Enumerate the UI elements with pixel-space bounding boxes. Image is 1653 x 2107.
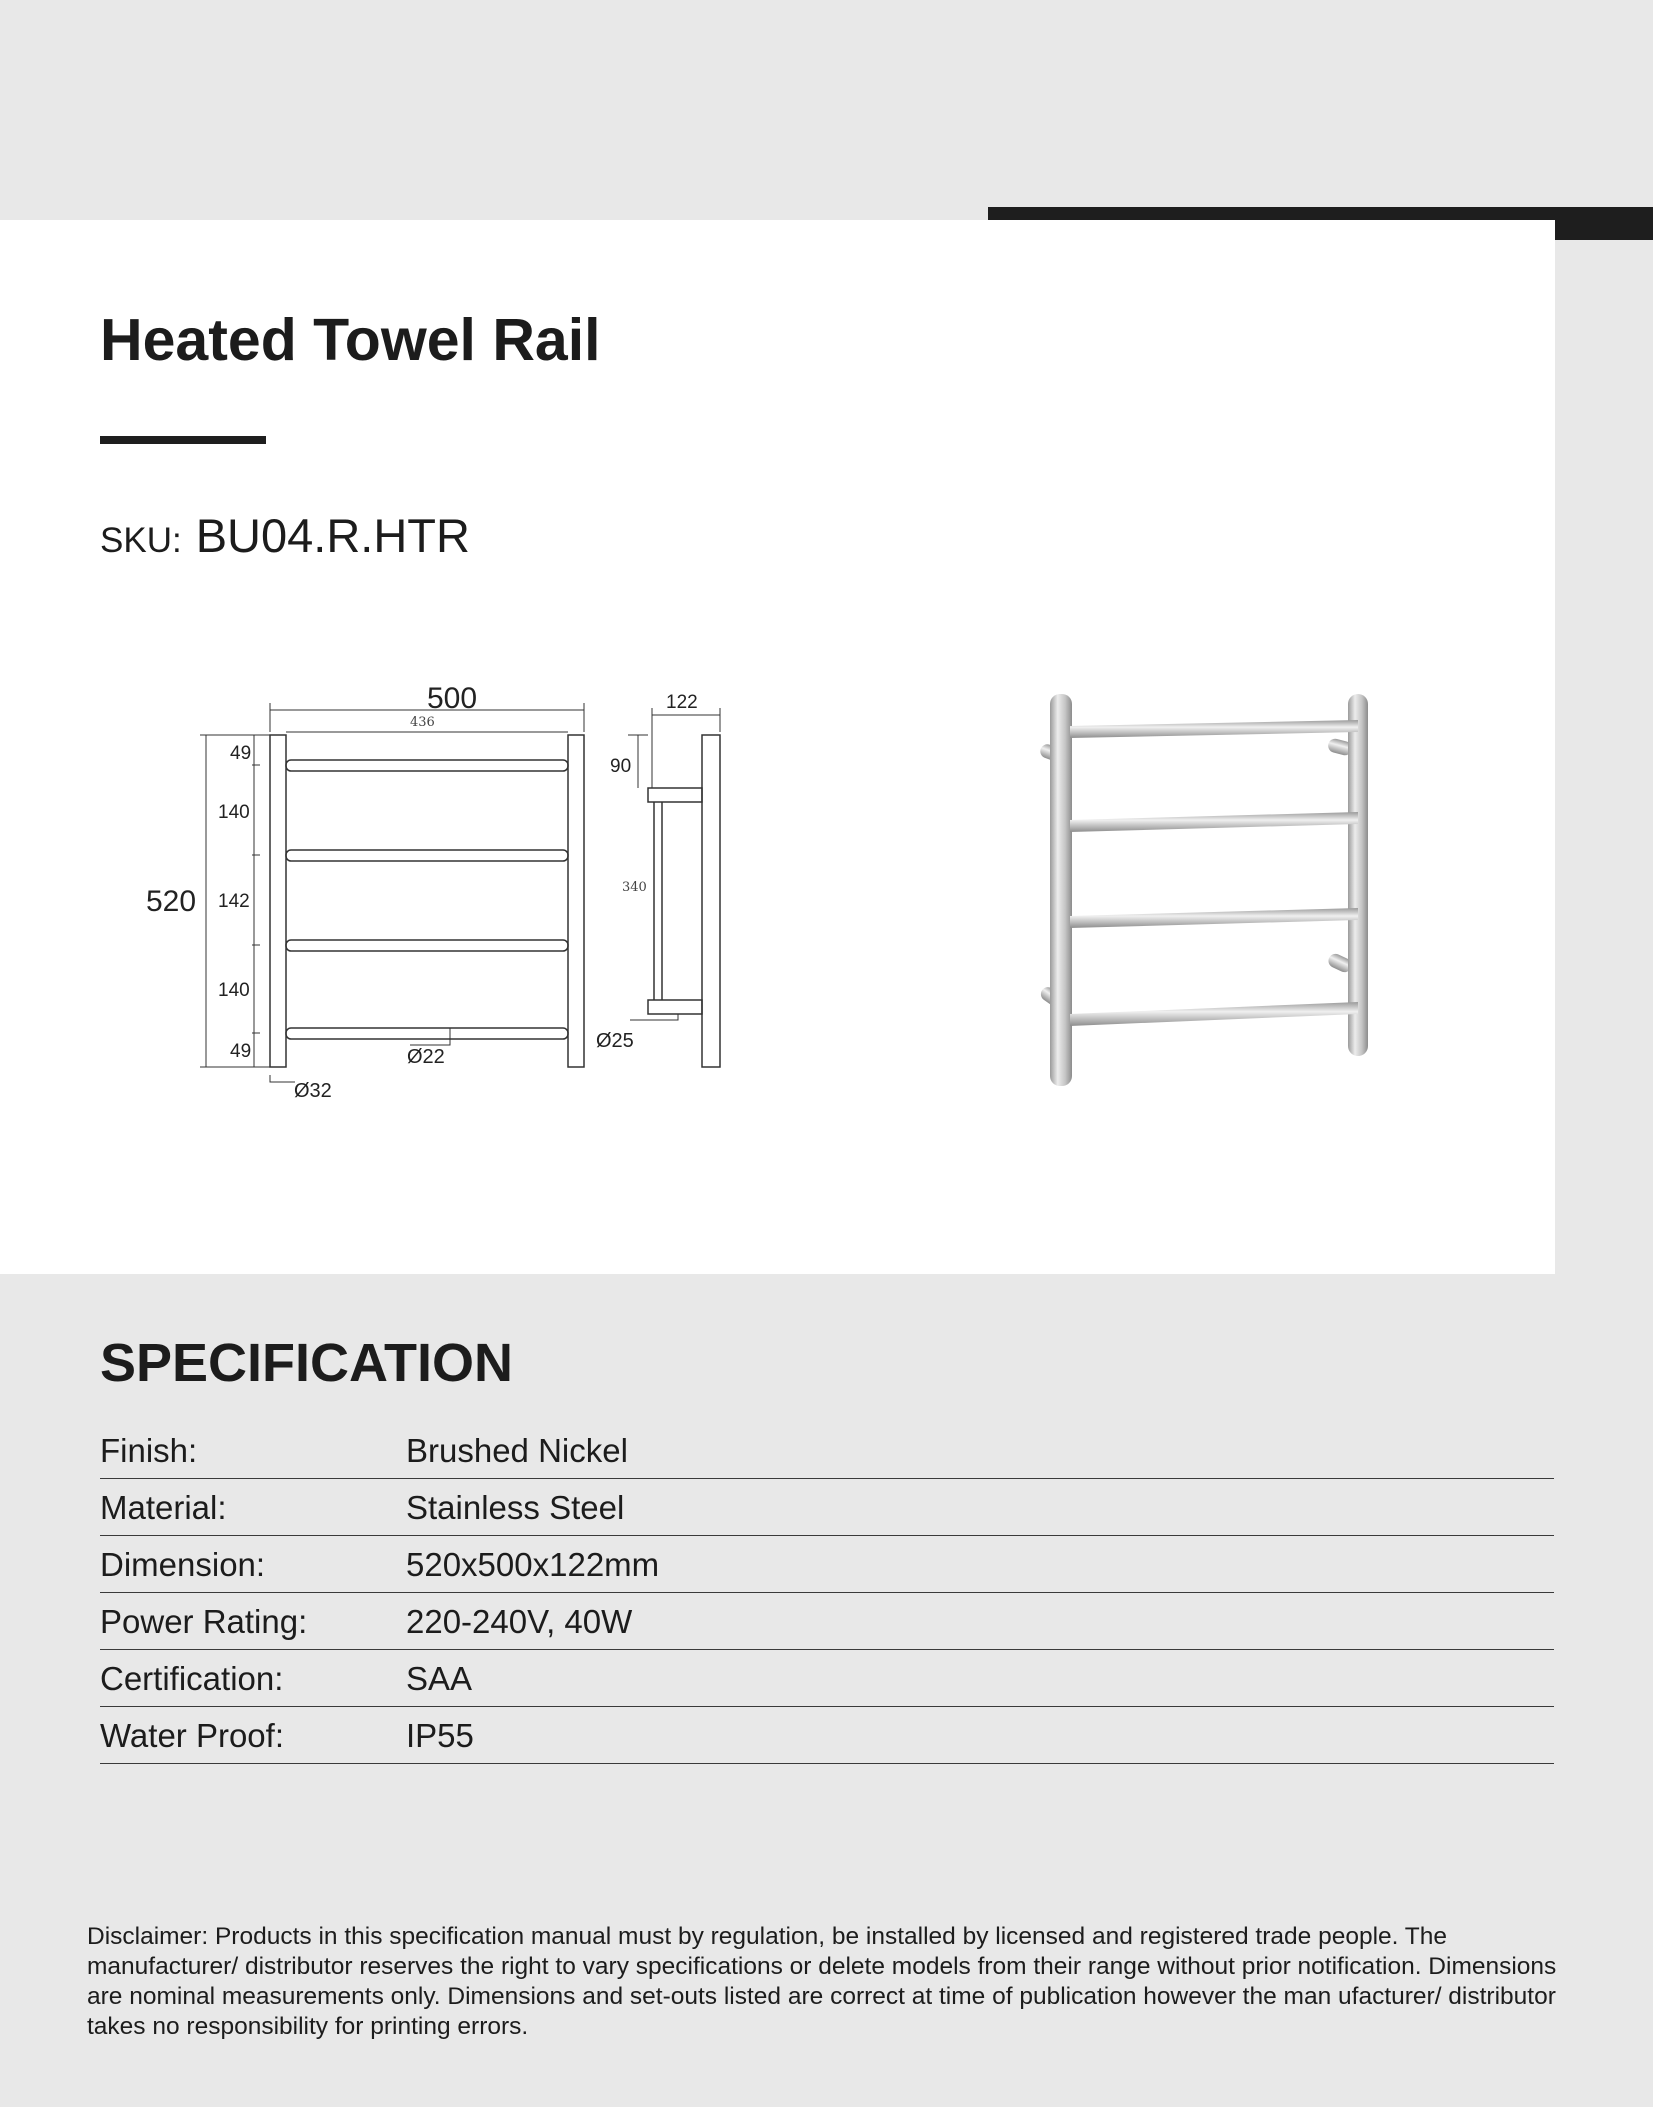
title-underline xyxy=(100,436,266,444)
spec-row-finish xyxy=(100,1422,1554,1479)
spec-value: Brushed Nickel xyxy=(406,1432,628,1469)
spec-value: 520x500x122mm xyxy=(406,1546,660,1583)
spec-row-material xyxy=(100,1479,1554,1536)
sku-label: SKU: xyxy=(100,521,182,560)
spec-row-power-rating xyxy=(100,1593,1554,1650)
right-gutter xyxy=(1555,240,1653,1274)
spec-value: SAA xyxy=(406,1660,473,1697)
spec-row-water-proof xyxy=(100,1707,1554,1764)
spec-label: Finish: xyxy=(100,1432,198,1469)
spec-value: 220-240V, 40W xyxy=(406,1603,633,1640)
offset-label-4: 140 xyxy=(218,980,250,1001)
technical-drawing xyxy=(130,670,760,1120)
offset-label-5: 49 xyxy=(230,1041,252,1062)
depth-dimension-label: 122 xyxy=(666,692,698,713)
disclaimer-text: Disclaimer: Products in this specification manual must by regulation, be installed by licensed and registered trade people. The manufacturer/ distributor reserves the right to vary specifications or delete models from their range without prior notification. Dimensions are nominal measurements only. Dimensions and set-outs listed are correct at time of publication however the man ufacturer/ distributor takes no responsibility for printing errors. xyxy=(87,1923,1557,2040)
top-band xyxy=(0,0,1653,220)
width-dimension-label: 500 xyxy=(427,682,478,715)
specification-table xyxy=(100,1422,1554,1764)
bracket-offset-label: 90 xyxy=(610,756,632,777)
bracket-diameter-label: Ø25 xyxy=(596,1030,634,1052)
spec-row-dimension xyxy=(100,1536,1554,1593)
sku-line xyxy=(100,508,470,564)
specification-heading: SPECIFICATION xyxy=(100,1333,514,1393)
post-diameter-label: Ø32 xyxy=(294,1080,332,1102)
product-title: Heated Towel Rail xyxy=(100,307,601,373)
product-image xyxy=(1010,680,1410,1090)
offset-label-3: 142 xyxy=(218,891,250,912)
spec-row-certification xyxy=(100,1650,1554,1707)
rail-diameter-label: Ø22 xyxy=(407,1046,445,1068)
spec-label: Certification: xyxy=(100,1660,284,1697)
offset-label-2: 140 xyxy=(218,802,250,823)
bracket-span-label: 340 xyxy=(622,880,647,895)
spec-label: Water Proof: xyxy=(100,1717,284,1754)
spec-value: Stainless Steel xyxy=(406,1489,625,1526)
inner-width-dimension-label: 436 xyxy=(410,715,435,730)
spec-label: Power Rating: xyxy=(100,1603,308,1640)
sku-value: BU04.R.HTR xyxy=(195,509,470,562)
spec-label: Material: xyxy=(100,1489,227,1526)
spec-value: IP55 xyxy=(406,1717,474,1754)
spec-label: Dimension: xyxy=(100,1546,266,1583)
offset-label-1: 49 xyxy=(230,743,252,764)
height-dimension-label: 520 xyxy=(146,885,197,918)
